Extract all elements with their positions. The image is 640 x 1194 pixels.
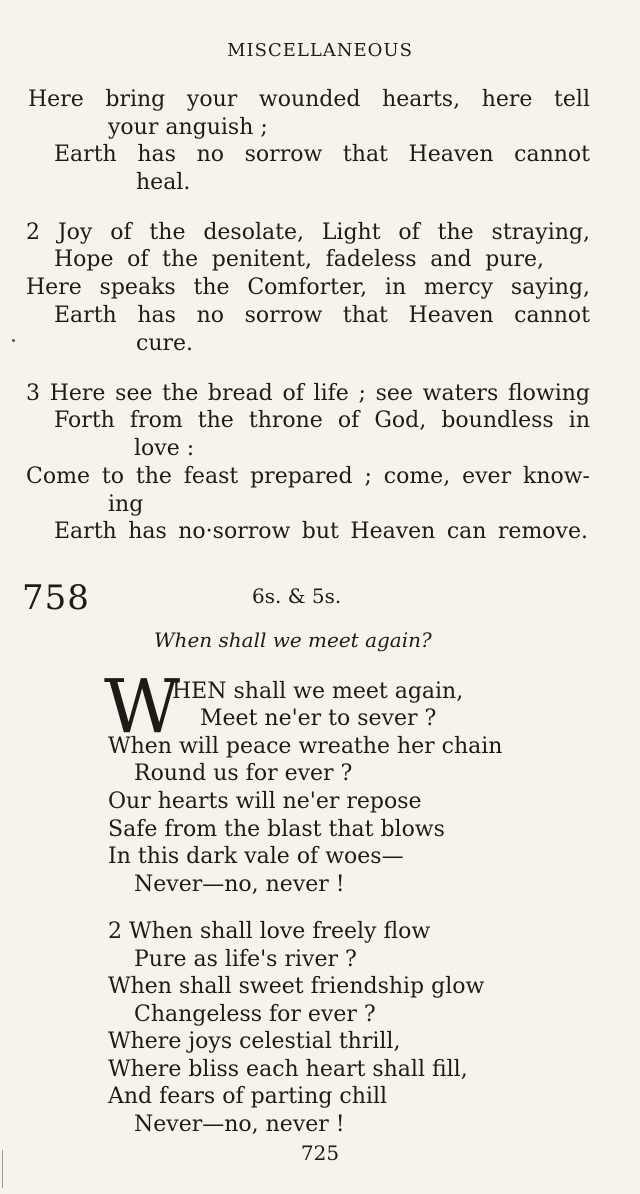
verse-line: your anguish ; bbox=[108, 115, 268, 140]
verse-line: Earth has no sorrow that Heaven cannot bbox=[54, 142, 590, 167]
verse-line: Never—no, never ! bbox=[134, 872, 345, 897]
verse-line: Where bliss each heart shall fill, bbox=[108, 1057, 468, 1082]
speck-mark bbox=[12, 339, 15, 342]
verse-line: When shall sweet friendship glow bbox=[108, 974, 485, 999]
verse-line: 2 Joy of the desolate, Light of the straying, bbox=[26, 220, 590, 245]
verse-line: heal. bbox=[136, 170, 191, 195]
verse-line: Our hearts will ne'er repose bbox=[108, 789, 422, 814]
verse-line: Safe from the blast that blows bbox=[108, 817, 445, 842]
verse-line: HEN shall we meet again, bbox=[172, 679, 464, 704]
verse-line: Never—no, never ! bbox=[134, 1112, 345, 1137]
page-edge-mark bbox=[2, 1150, 3, 1188]
verse-line: Pure as life's river ? bbox=[134, 947, 357, 972]
verse-line: cure. bbox=[136, 331, 194, 356]
verse-line: In this dark vale of woes— bbox=[108, 844, 404, 869]
verse-line: Here speaks the Comforter, in mercy saying, bbox=[26, 275, 590, 300]
verse-line: Earth has no sorrow that Heaven cannot bbox=[54, 303, 590, 328]
drop-cap: W bbox=[104, 664, 181, 750]
verse-line: love : bbox=[134, 436, 195, 461]
verse-line: ing bbox=[108, 492, 144, 517]
verse-line: 3 Here see the bread of life ; see waters flowing bbox=[26, 381, 590, 406]
hymn-title: When shall we meet again? bbox=[154, 628, 432, 652]
verse-line: 2 When shall love freely flow bbox=[108, 919, 431, 944]
verse-line: Earth has no·sorrow but Heaven can remove. bbox=[54, 519, 588, 544]
verse-line: Come to the feast prepared ; come, ever know- bbox=[26, 464, 590, 489]
verse-line: Here bring your wounded hearts, here tell bbox=[28, 87, 590, 112]
page-number: 725 bbox=[300, 1141, 340, 1165]
verse-line: And fears of parting chill bbox=[108, 1084, 388, 1109]
verse-line: Meet ne'er to sever ? bbox=[200, 706, 437, 731]
verse-line: Where joys celestial thrill, bbox=[108, 1029, 401, 1054]
verse-line: Round us for ever ? bbox=[134, 761, 353, 786]
running-header: MISCELLANEOUS bbox=[227, 40, 413, 61]
verse-line: Forth from the throne of God, boundless in bbox=[54, 408, 590, 433]
verse-line: When will peace wreathe her chain bbox=[108, 734, 503, 759]
verse-line: Hope of the penitent, fadeless and pure, bbox=[54, 247, 544, 272]
hymn-number: 758 bbox=[22, 578, 90, 618]
verse-line: Changeless for ever ? bbox=[134, 1002, 376, 1027]
hymn-meter: 6s. & 5s. bbox=[252, 584, 342, 608]
